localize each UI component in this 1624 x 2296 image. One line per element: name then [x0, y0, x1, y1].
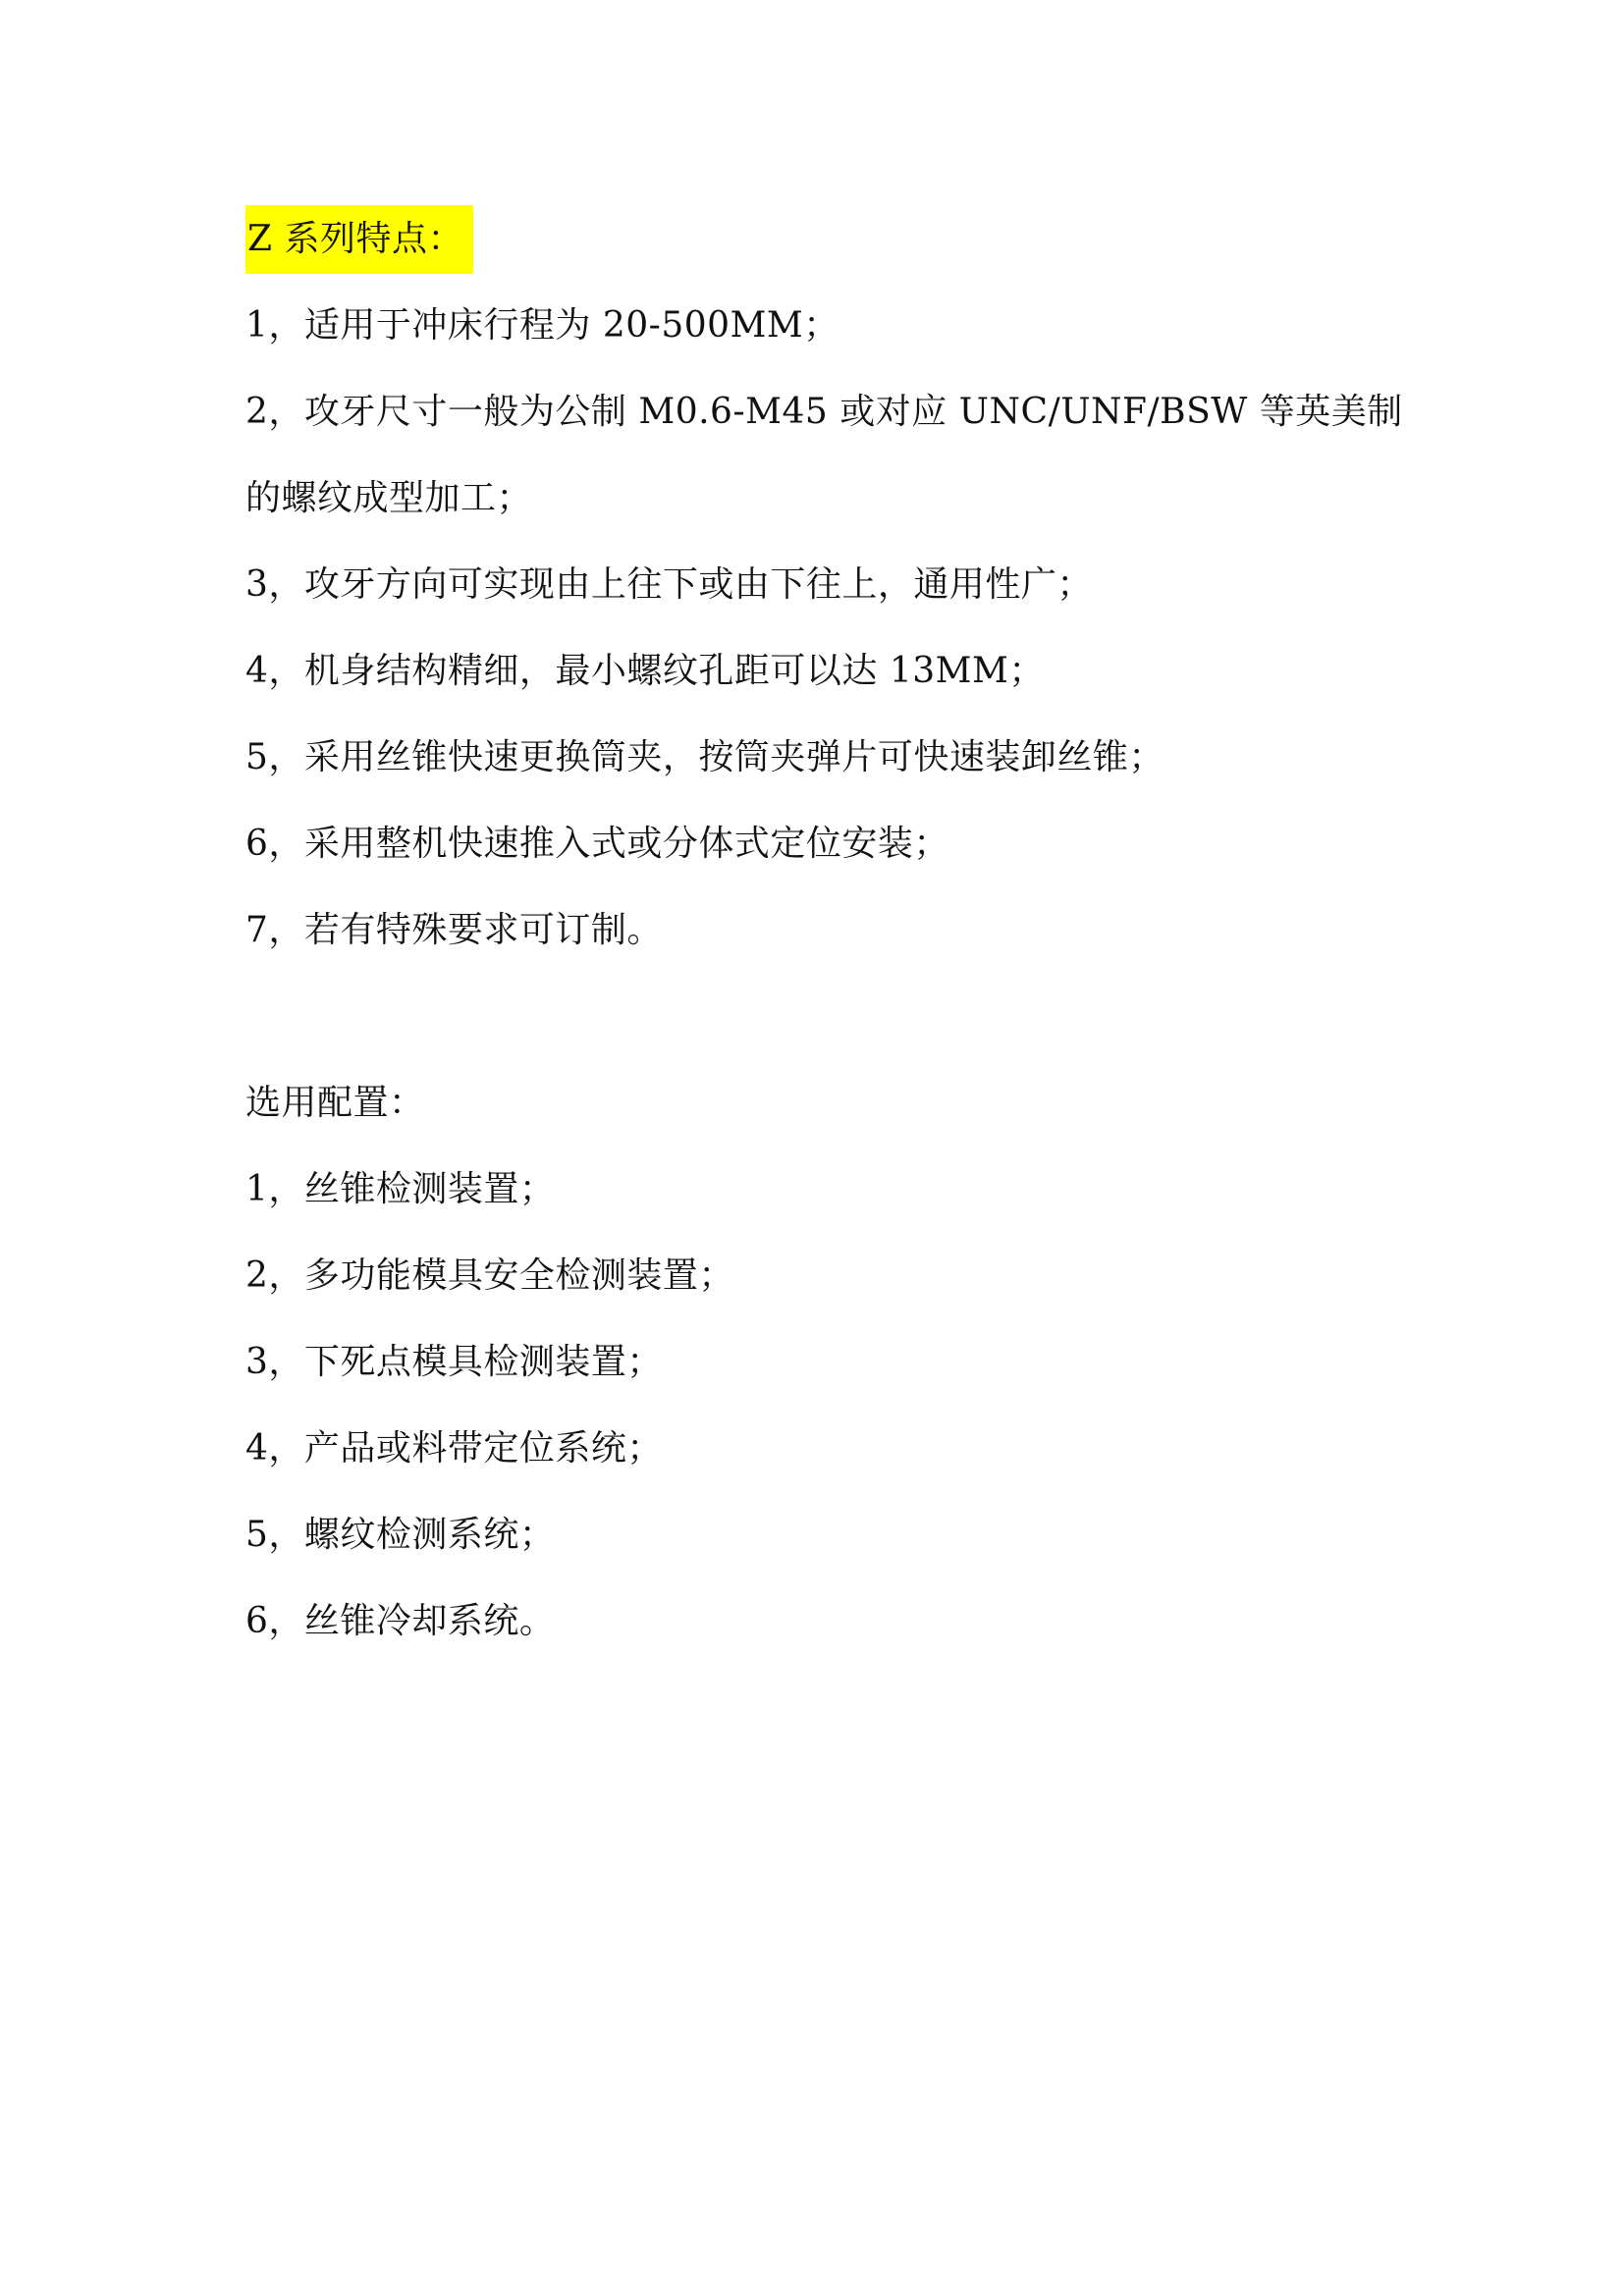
option-item-3: 3，下死点模具检测装置；: [245, 1342, 663, 1382]
feature-item-2-continued: 的螺纹成型加工；: [245, 478, 533, 518]
option-item-4: 4，产品或料带定位系统；: [245, 1428, 663, 1468]
document-content: [245, 196, 1404, 1665]
features-heading-line: [245, 196, 1404, 283]
options-heading: 选用配置：: [245, 1083, 425, 1123]
section-spacer: [245, 974, 1404, 1060]
feature-item-6: 6，采用整机快速推入式或分体式定位安装；: [245, 824, 949, 864]
features-heading: Z 系列特点：: [245, 205, 473, 274]
feature-item-1: 1，适用于冲床行程为 20-500MM；: [245, 305, 839, 346]
option-item-1: 1，丝锥检测装置；: [245, 1169, 556, 1209]
option-item-2: 2，多功能模具安全检测装置；: [245, 1255, 734, 1296]
feature-item-4: 4，机身结构精细，最小螺纹孔距可以达 13MM；: [245, 651, 1045, 691]
feature-item-7: 7，若有特殊要求可订制。: [245, 910, 663, 950]
feature-item-2: 2，攻牙尺寸一般为公制 M0.6-M45 或对应 UNC/UNF/BSW 等英美制: [245, 392, 1403, 432]
option-item-6: 6，丝锥冷却系统。: [245, 1601, 556, 1641]
feature-item-3: 3，攻牙方向可实现由上往下或由下往上，通用性广；: [245, 564, 1093, 605]
option-item-5: 5，螺纹检测系统；: [245, 1515, 556, 1555]
feature-item-5: 5，采用丝锥快速更换筒夹，按筒夹弹片可快速装卸丝锥；: [245, 737, 1164, 777]
